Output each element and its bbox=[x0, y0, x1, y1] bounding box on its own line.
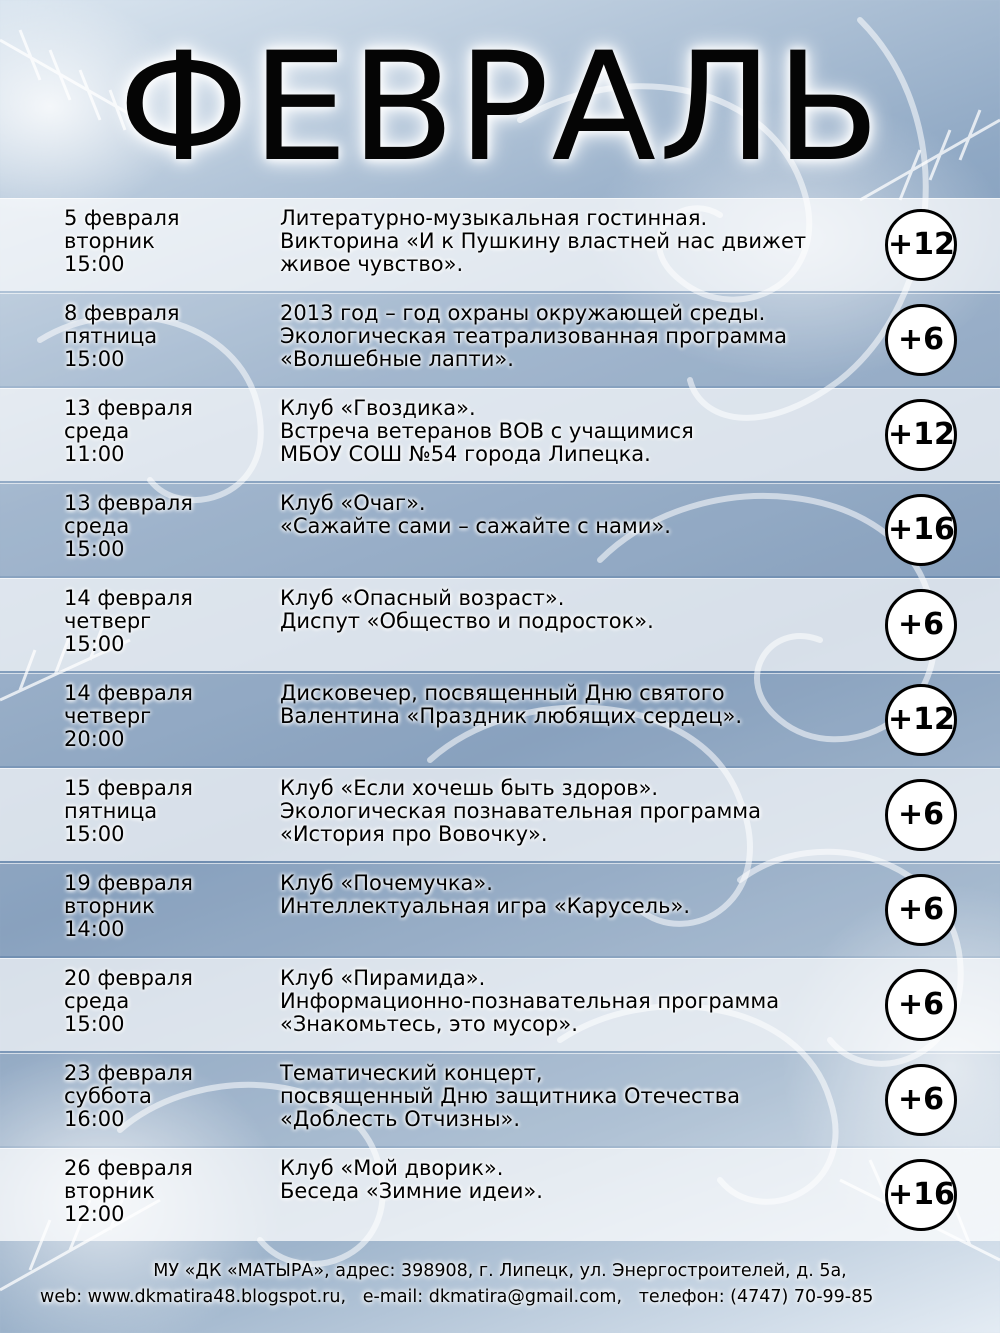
event-date: 26 февраля bbox=[64, 1156, 193, 1180]
event-weekday: суббота bbox=[64, 1084, 152, 1108]
event-weekday: вторник bbox=[64, 1179, 155, 1203]
event-row bbox=[0, 1148, 1000, 1241]
event-time: 15:00 bbox=[64, 347, 125, 371]
footer-address: МУ «ДК «МАТЫРА», адрес: 398908, г. Липецк, ул. Энергостроителей, д. 5а, bbox=[153, 1261, 847, 1281]
event-description-line: Тематический концерт, bbox=[280, 1061, 543, 1085]
age-rating-badge: +12 bbox=[885, 209, 957, 281]
age-rating-badge: +6 bbox=[885, 1064, 957, 1136]
event-date: 15 февраля bbox=[64, 776, 193, 800]
event-row bbox=[0, 483, 1000, 576]
event-description-line: Клуб «Почемучка». bbox=[280, 871, 493, 895]
event-row bbox=[0, 198, 1000, 291]
event-description-line: Клуб «Мой дворик». bbox=[280, 1156, 504, 1180]
age-rating-badge: +16 bbox=[885, 1159, 957, 1231]
event-description-line: «Волшебные лапти». bbox=[280, 347, 514, 371]
event-description-line: «Сажайте сами – сажайте с нами». bbox=[280, 514, 671, 538]
event-description-line: Клуб «Очаг». bbox=[280, 491, 426, 515]
event-description bbox=[280, 397, 870, 466]
age-rating-badge: +6 bbox=[885, 969, 957, 1041]
event-row bbox=[0, 293, 1000, 386]
event-description-line: Диспут «Общество и подросток». bbox=[280, 609, 654, 633]
age-rating-badge: +6 bbox=[885, 589, 957, 661]
event-time: 15:00 bbox=[64, 632, 125, 656]
event-row bbox=[0, 388, 1000, 481]
event-description-line: Валентина «Праздник любящих сердец». bbox=[280, 704, 743, 728]
event-row bbox=[0, 578, 1000, 671]
event-weekday: вторник bbox=[64, 894, 155, 918]
event-row bbox=[0, 1053, 1000, 1146]
event-description bbox=[280, 302, 870, 371]
event-time: 15:00 bbox=[64, 822, 125, 846]
event-description-line: «Знакомьтесь, это мусор». bbox=[280, 1012, 578, 1036]
event-description bbox=[280, 587, 870, 633]
event-time: 15:00 bbox=[64, 1012, 125, 1036]
event-weekday: среда bbox=[64, 514, 130, 538]
event-datetime bbox=[64, 397, 264, 466]
event-description bbox=[280, 1062, 870, 1131]
footer bbox=[0, 1258, 1000, 1310]
event-description-line: Литературно-музыкальная гостинная. bbox=[280, 206, 708, 230]
event-description bbox=[280, 967, 870, 1036]
event-description-line: 2013 год – год охраны окружающей среды. bbox=[280, 301, 766, 325]
footer-contacts: web: www.dkmatira48.blogspot.ru, e-mail: dkmatira@gmail.com, телефон: (4747) 70-99-85 bbox=[40, 1287, 874, 1307]
event-row bbox=[0, 768, 1000, 861]
event-weekday: среда bbox=[64, 989, 130, 1013]
event-row bbox=[0, 958, 1000, 1051]
event-datetime bbox=[64, 587, 264, 656]
event-datetime bbox=[64, 302, 264, 371]
event-description-line: Дисковечер, посвященный Дню святого bbox=[280, 681, 725, 705]
event-description-line: МБОУ СОШ №54 города Липецка. bbox=[280, 442, 651, 466]
event-time: 15:00 bbox=[64, 537, 125, 561]
event-datetime bbox=[64, 1157, 264, 1226]
event-time: 20:00 bbox=[64, 727, 125, 751]
event-date: 19 февраля bbox=[64, 871, 193, 895]
age-rating-badge: +16 bbox=[885, 494, 957, 566]
event-weekday: пятница bbox=[64, 324, 158, 348]
event-description-line: посвященный Дню защитника Отечества bbox=[280, 1084, 741, 1108]
event-datetime bbox=[64, 967, 264, 1036]
event-description-line: Клуб «Пирамида». bbox=[280, 966, 486, 990]
event-description-line: Экологическая познавательная программа bbox=[280, 799, 762, 823]
event-description-line: Экологическая театрализованная программа bbox=[280, 324, 787, 348]
event-date: 8 февраля bbox=[64, 301, 180, 325]
event-description-line: Клуб «Если хочешь быть здоров». bbox=[280, 776, 659, 800]
event-description bbox=[280, 1157, 870, 1203]
event-time: 11:00 bbox=[64, 442, 125, 466]
event-row bbox=[0, 863, 1000, 956]
event-weekday: вторник bbox=[64, 229, 155, 253]
age-rating-badge: +6 bbox=[885, 779, 957, 851]
event-time: 16:00 bbox=[64, 1107, 125, 1131]
age-rating-badge: +6 bbox=[885, 874, 957, 946]
event-time: 15:00 bbox=[64, 252, 125, 276]
event-description-line: «Доблесть Отчизны». bbox=[280, 1107, 521, 1131]
event-date: 13 февраля bbox=[64, 396, 193, 420]
event-datetime bbox=[64, 777, 264, 846]
events-schedule bbox=[0, 198, 1000, 1243]
event-weekday: четверг bbox=[64, 704, 152, 728]
event-datetime bbox=[64, 872, 264, 941]
event-description-line: живое чувство». bbox=[280, 252, 464, 276]
event-date: 23 февраля bbox=[64, 1061, 193, 1085]
event-description-line: «История про Вовочку». bbox=[280, 822, 548, 846]
event-description bbox=[280, 777, 870, 846]
event-description-line: Встреча ветеранов ВОВ с учащимися bbox=[280, 419, 694, 443]
event-weekday: четверг bbox=[64, 609, 152, 633]
event-datetime bbox=[64, 492, 264, 561]
page-title: ФЕВРАЛЬ bbox=[117, 21, 883, 195]
event-description-line: Викторина «И к Пушкину властней нас движет bbox=[280, 229, 807, 253]
event-description-line: Интеллектуальная игра «Карусель». bbox=[280, 894, 691, 918]
event-description-line: Клуб «Гвоздика». bbox=[280, 396, 476, 420]
event-weekday: среда bbox=[64, 419, 130, 443]
event-description bbox=[280, 492, 870, 538]
event-date: 14 февраля bbox=[64, 681, 193, 705]
event-date: 13 февраля bbox=[64, 491, 193, 515]
age-rating-badge: +12 bbox=[885, 399, 957, 471]
event-row bbox=[0, 673, 1000, 766]
event-description-line: Беседа «Зимние идеи». bbox=[280, 1179, 543, 1203]
event-datetime bbox=[64, 1062, 264, 1131]
event-description bbox=[280, 207, 870, 276]
event-date: 14 февраля bbox=[64, 586, 193, 610]
event-datetime bbox=[64, 682, 264, 751]
event-date: 5 февраля bbox=[64, 206, 180, 230]
event-weekday: пятница bbox=[64, 799, 158, 823]
event-time: 12:00 bbox=[64, 1202, 125, 1226]
age-rating-badge: +12 bbox=[885, 684, 957, 756]
age-rating-badge: +6 bbox=[885, 304, 957, 376]
event-description-line: Клуб «Опасный возраст». bbox=[280, 586, 565, 610]
event-description-line: Информационно-познавательная программа bbox=[280, 989, 780, 1013]
event-datetime bbox=[64, 207, 264, 276]
event-description bbox=[280, 682, 870, 728]
event-description bbox=[280, 872, 870, 918]
event-date: 20 февраля bbox=[64, 966, 193, 990]
event-time: 14:00 bbox=[64, 917, 125, 941]
